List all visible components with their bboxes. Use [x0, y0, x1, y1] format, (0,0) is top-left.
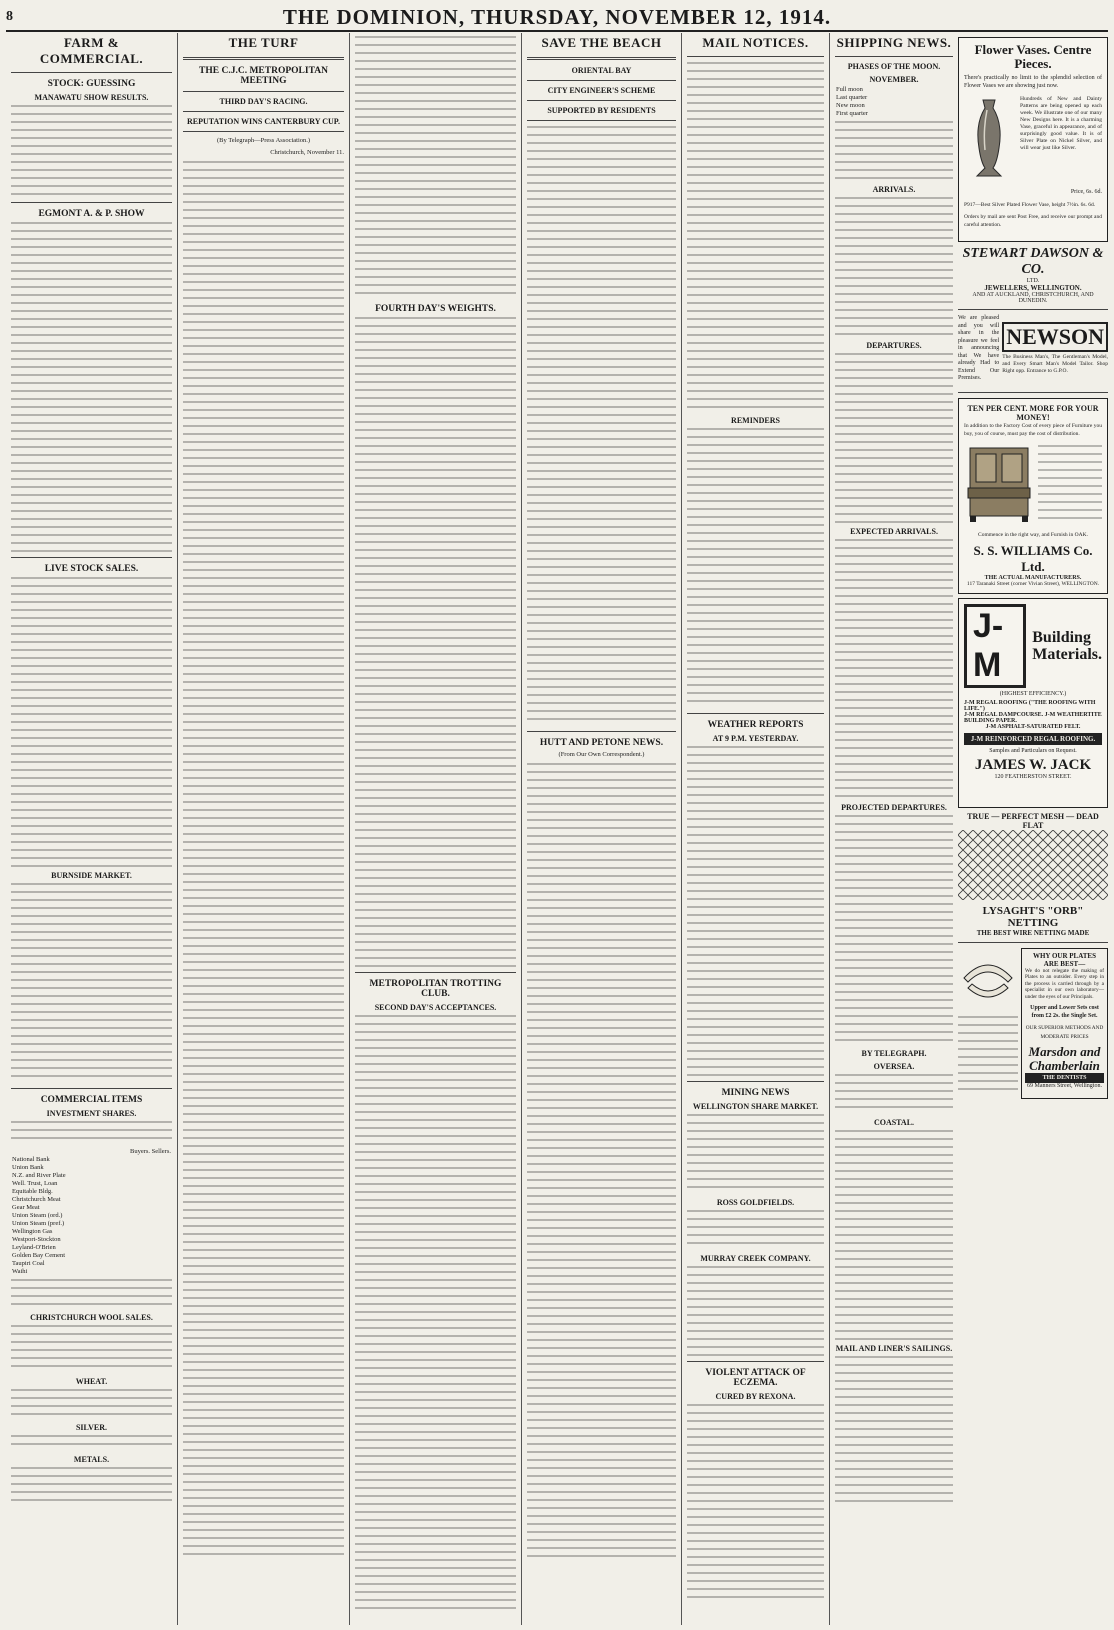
settle-illustration [964, 442, 1034, 522]
share-buy [102, 1260, 137, 1268]
article-text [835, 1130, 953, 1340]
article-subheading: INVESTMENT SHARES. [46, 1109, 137, 1118]
share-buy [102, 1180, 137, 1188]
moon-phase-row [835, 86, 953, 94]
section-heading: SAVE THE BEACH [541, 35, 662, 50]
article-text [11, 1389, 172, 1419]
article-heading: THE C.J.C. METROPOLITAN MEETING [199, 66, 328, 86]
brand-name: STEWART DAWSON & CO. [962, 246, 1104, 277]
ad-text: Orders by mail are sent Post Free, and receive our prompt and careful attention. [964, 213, 1102, 229]
article-heading: COMMERCIAL ITEMS [40, 1095, 143, 1105]
moon-phase-name: First quarter [836, 110, 868, 117]
share-row [11, 1252, 172, 1260]
article-subheading: WHEAT. [75, 1377, 108, 1386]
ad-headline: Flower Vases. Centre Pieces. [974, 42, 1092, 71]
share-name: Westport-Stockton [12, 1236, 61, 1243]
article-text [687, 62, 824, 412]
ad-text: In addition to the Factory Cost of every piece of Furniture you buy, you of course, must pay the cost of distribution. [964, 422, 1102, 437]
article-subheading: REMINDERS [731, 416, 780, 425]
ad-text: Commence in the right way, and Furnish in OAK. [978, 531, 1088, 538]
share-name: Equitable Bldg. [12, 1188, 53, 1195]
brand-ltd: LTD. [1026, 278, 1040, 284]
jm-logo: J-M [964, 604, 1026, 688]
newson-logo: NEWSON [1002, 322, 1108, 352]
article-subheading: METALS. [73, 1455, 110, 1464]
article-heading: MINING NEWS [721, 1088, 790, 1098]
byline: (By Telegraph—Press Association.) [216, 137, 311, 144]
share-sell [137, 1212, 172, 1220]
article-text [687, 428, 824, 708]
share-row [11, 1220, 172, 1228]
share-name: Taupiri Coal [12, 1260, 45, 1267]
article-subheading: EXPECTED ARRIVALS. [850, 527, 938, 536]
page-number: 8 [6, 9, 13, 24]
ad-text: There's practically no limit to the splendid selection of Flower Vases we are showing just now. [964, 75, 1102, 90]
brand-name: S. S. WILLIAMS Co. Ltd. [973, 543, 1093, 575]
share-row [11, 1164, 172, 1172]
share-name: Union Steam (ord.) [12, 1212, 63, 1219]
article-text [11, 105, 172, 197]
share-sell [137, 1172, 172, 1180]
article-heading: HUTT AND PETONE NEWS. [539, 738, 664, 748]
ad-newson [958, 315, 1108, 387]
netting-illustration [958, 830, 1108, 900]
share-buy [102, 1212, 137, 1220]
brand-sub: THE ACTUAL MANUFACTURERS. [984, 575, 1082, 582]
ad-price: Upper and Lower Sets cost from £2 2s. the Single Set. [1030, 1005, 1099, 1020]
brand-sub: THE BEST WIRE NETTING MADE [976, 928, 1090, 937]
article-text [11, 1435, 172, 1451]
article-text [183, 161, 344, 1561]
share-table-header: Buyers. Sellers. [130, 1148, 171, 1155]
moon-phase-row [835, 110, 953, 118]
article-text [11, 1325, 172, 1373]
share-buy [102, 1236, 137, 1244]
share-name: Union Steam (pref.) [12, 1220, 65, 1227]
article-subheading: SUPPORTED BY RESIDENTS [547, 106, 656, 115]
section-heading: MAIL NOTICES. [702, 35, 809, 50]
share-row [11, 1172, 172, 1180]
share-row [11, 1228, 172, 1236]
ad-text: Samples and Particulars on Request. [989, 747, 1077, 754]
article-subheading: BY TELEGRAPH. [861, 1049, 927, 1058]
article-subheading: BURNSIDE MARKET. [51, 871, 132, 880]
article-text [835, 353, 953, 523]
article-heading: WEATHER REPORTS [707, 720, 804, 730]
article-text [687, 1210, 824, 1250]
article-text [11, 1279, 172, 1309]
article-subheading: SECOND DAY'S ACCEPTANCES. [374, 1003, 497, 1012]
article-subheading: DEPARTURES. [866, 341, 922, 350]
brand-sub: THE DENTISTS [1025, 1073, 1104, 1083]
share-sell [137, 1180, 172, 1188]
share-row [11, 1244, 172, 1252]
share-sell [137, 1260, 172, 1268]
ad-headline: TEN PER CENT. MORE FOR YOUR MONEY! [967, 403, 1099, 422]
share-buy [102, 1196, 137, 1204]
article-text [11, 883, 172, 1083]
share-row [11, 1212, 172, 1220]
article-heading: METROPOLITAN TROTTING CLUB. [369, 979, 502, 999]
article-subheading: CHRISTCHURCH WOOL SALES. [30, 1313, 153, 1322]
share-sell [137, 1188, 172, 1196]
ad-line: J-M REINFORCED REGAL ROOFING. [964, 733, 1102, 745]
share-name: National Bank [12, 1156, 50, 1163]
share-sell [137, 1196, 172, 1204]
share-table [11, 1148, 172, 1276]
share-buy [102, 1268, 137, 1276]
column-mail-notices [682, 33, 830, 1625]
ad-headline: Materials. [1032, 645, 1102, 663]
moon-phase-name: Full moon [836, 86, 863, 93]
masthead [6, 4, 1108, 32]
article-subheading: CURED BY REXONA. [715, 1392, 796, 1401]
share-buy [102, 1204, 137, 1212]
moon-phase-time [947, 110, 953, 118]
column-turf [178, 33, 350, 1625]
article-subheading: OVERSEA. [873, 1062, 915, 1071]
share-sell [137, 1244, 172, 1252]
share-name: Leyland-O'Brien [12, 1244, 56, 1251]
brand-sub: JEWELLERS, WELLINGTON. [984, 284, 1082, 292]
moon-phase-time [947, 102, 953, 110]
article-subheading: MURRAY CREEK COMPANY. [700, 1254, 811, 1263]
share-row [11, 1268, 172, 1276]
ad-caption: P917—Best Silver Plated Flower Vase, height 7½in. 6s. 6d. [964, 201, 1096, 208]
share-name: Union Bank [12, 1164, 44, 1171]
ad-ss-williams [958, 398, 1108, 594]
ad-text: The Business Man's, The Gentleman's Model, and Every Smart Man's Model Tailor. Shop Right opp. Entrance to G.P.O. [1002, 354, 1108, 375]
article-subheading: PROJECTED DEPARTURES. [841, 803, 947, 812]
share-sell [137, 1156, 172, 1164]
share-name: Christchurch Meat [12, 1196, 61, 1203]
share-sell [137, 1252, 172, 1260]
article-text [835, 197, 953, 337]
article-subheading: ROSS GOLDFIELDS. [716, 1198, 795, 1207]
ad-text: Hundreds of New and Dainty Patterns are being opened up each week. We illustrate one of our many New Designs here. It is a charming Vase, graceful in appearance, and of surprisingly good value. It is of Silver Plate on Nickel Silver, and will wear just like Silver. [1020, 96, 1102, 152]
column-racing-results [350, 33, 522, 1625]
advertisements [958, 33, 1108, 1625]
article-heading: VIOLENT ATTACK OF ECZEMA. [705, 1368, 806, 1388]
article-text [527, 126, 676, 726]
dentures-illustration [958, 948, 1018, 1008]
article-text [1038, 445, 1102, 525]
share-row [11, 1196, 172, 1204]
moon-phase-time [947, 94, 953, 102]
ad-headline: TRUE — PERFECT MESH — DEAD FLAT [967, 811, 1099, 830]
share-buy [102, 1220, 137, 1228]
article-subheading: MANAWATU SHOW RESULTS. [34, 93, 149, 102]
ad-text: We do not relegate the making of Plates to an outsider. Every step in the process is carried through by a specialist in our own laboratory—under the eyes of our Principals. [1025, 967, 1104, 1000]
shipping-news [835, 33, 953, 1625]
share-row [11, 1260, 172, 1268]
article-subheading: SILVER. [75, 1423, 108, 1432]
share-sell [137, 1268, 172, 1276]
section-heading: SHIPPING NEWS. [836, 35, 952, 50]
article-subheading: COASTAL. [873, 1118, 915, 1127]
article-subheading: WELLINGTON SHARE MARKET. [692, 1102, 819, 1111]
ad-line: J-M REGAL ROOFING ("THE ROOFING WITH LIFE.") [964, 699, 1096, 712]
article-text [958, 1016, 1018, 1096]
brand-address: 117 Taranaki Street (corner Vivian Street), WELLINGTON. [966, 581, 1100, 588]
article-subheading: PHASES OF THE MOON. [847, 62, 941, 71]
share-buy [102, 1156, 137, 1164]
share-sell [137, 1228, 172, 1236]
article-heading: STOCK: GUESSING [47, 79, 136, 89]
share-name: Well. Trust, Loan [12, 1180, 58, 1187]
share-sell [137, 1220, 172, 1228]
column-farm-commercial [6, 33, 178, 1625]
ad-text: We are pleased and you will share in the pleasure we feel in announcing that We have already Had to Extend Our Premises. [958, 315, 1000, 381]
article-subheading: REPUTATION WINS CANTERBURY CUP. [187, 117, 340, 126]
article-text [527, 763, 676, 1563]
section-heading: THE TURF [228, 35, 299, 50]
article-subheading: CITY ENGINEER'S SCHEME [547, 86, 656, 95]
brand-name: Marsdon and Chamberlain [1028, 1043, 1101, 1073]
article-text [687, 1114, 824, 1194]
ad-marsdon-chamberlain [958, 948, 1108, 1099]
article-text [687, 1266, 824, 1356]
ad-line: J-M ASPHALT-SATURATED FELT. [985, 723, 1081, 730]
ad-headline: Building [1032, 628, 1091, 646]
brand-branches: AND AT AUCKLAND, CHRISTCHURCH, AND DUNEDIN. [972, 292, 1094, 304]
ad-headline: WHY OUR PLATES ARE BEST— [1032, 951, 1096, 968]
moon-phase-table [835, 86, 953, 118]
article-subheading: MAIL AND LINER'S SAILINGS. [835, 1344, 953, 1353]
article-text [355, 317, 516, 967]
brand-address: 69 Manners Street, Wellington. [1027, 1082, 1102, 1089]
share-name: Gear Meat [12, 1204, 40, 1211]
ad-lysaght [958, 812, 1108, 937]
ad-jm-building [958, 598, 1108, 808]
article-text [355, 1015, 516, 1615]
share-buy [102, 1172, 137, 1180]
share-name: Wellington Gas [12, 1228, 53, 1235]
share-name: N.Z. and River Plate [12, 1172, 66, 1179]
share-sell [137, 1164, 172, 1172]
byline: (From Our Own Correspondent.) [558, 751, 645, 758]
article-text [835, 121, 953, 181]
share-row [11, 1204, 172, 1212]
ad-stewart-dawson [958, 37, 1108, 242]
moon-phase-name: Last quarter [836, 94, 868, 101]
newspaper-title: THE DOMINION, THURSDAY, NOVEMBER 12, 1914. [282, 4, 832, 29]
section-heading: FARM & COMMERCIAL. [39, 35, 144, 66]
moon-phase-name: New moon [836, 102, 865, 109]
share-row [11, 1156, 172, 1164]
vase-illustration [964, 96, 1014, 182]
article-text [835, 1074, 953, 1114]
article-text [835, 815, 953, 1045]
article-subheading: NOVEMBER. [869, 75, 919, 84]
ad-line: J-M REGAL DAMPCOURSE. J-M WEATHERTITE BUILDING PAPER. [964, 711, 1102, 724]
ad-text: OUR SUPERIOR METHODS AND MODERATE PRICES [1025, 1025, 1104, 1040]
brand-name: LYSAGHT'S "ORB" NETTING [982, 904, 1084, 929]
article-subheading: ORIENTAL BAY [571, 66, 632, 75]
share-buy [102, 1164, 137, 1172]
article-text [835, 539, 953, 799]
article-text [11, 577, 172, 867]
article-heading: EGMONT A. & P. SHOW [38, 209, 145, 219]
moon-phase-row [835, 102, 953, 110]
column-shipping-ads [830, 33, 1108, 1625]
share-buy [102, 1252, 137, 1260]
share-sell [137, 1236, 172, 1244]
dateline: Christchurch, November 11. [270, 149, 344, 157]
article-text [11, 1467, 172, 1507]
moon-phase-row [835, 94, 953, 102]
brand-address: 120 FEATHERSTON STREET. [994, 773, 1072, 780]
column-save-beach [522, 33, 682, 1625]
share-row [11, 1188, 172, 1196]
article-heading: LIVE STOCK SALES. [44, 564, 139, 574]
article-text [355, 36, 516, 298]
article-text [11, 222, 172, 552]
article-text [687, 746, 824, 1076]
article-subheading: ARRIVALS. [872, 185, 916, 194]
ad-text: (HIGHEST EFFICIENCY.) [999, 690, 1067, 697]
brand-name: JAMES W. JACK [974, 756, 1092, 773]
share-row [11, 1236, 172, 1244]
article-text [687, 1404, 824, 1604]
share-sell [137, 1204, 172, 1212]
share-row [11, 1180, 172, 1188]
share-name: Waihi [12, 1268, 28, 1275]
ad-stewart-dawson-banner [958, 246, 1108, 304]
ad-price: Price, 6s. 6d. [1070, 189, 1102, 196]
share-buy [102, 1228, 137, 1236]
moon-phase-time [947, 86, 953, 94]
article-heading: FOURTH DAY'S WEIGHTS. [375, 304, 496, 314]
article-text [11, 1121, 172, 1145]
share-buy [102, 1188, 137, 1196]
share-buy [102, 1244, 137, 1252]
article-subheading: THIRD DAY'S RACING. [219, 97, 308, 106]
article-text [835, 1356, 953, 1506]
article-subheading: AT 9 P.M. YESTERDAY. [712, 734, 799, 743]
share-name: Golden Bay Cement [12, 1252, 66, 1259]
